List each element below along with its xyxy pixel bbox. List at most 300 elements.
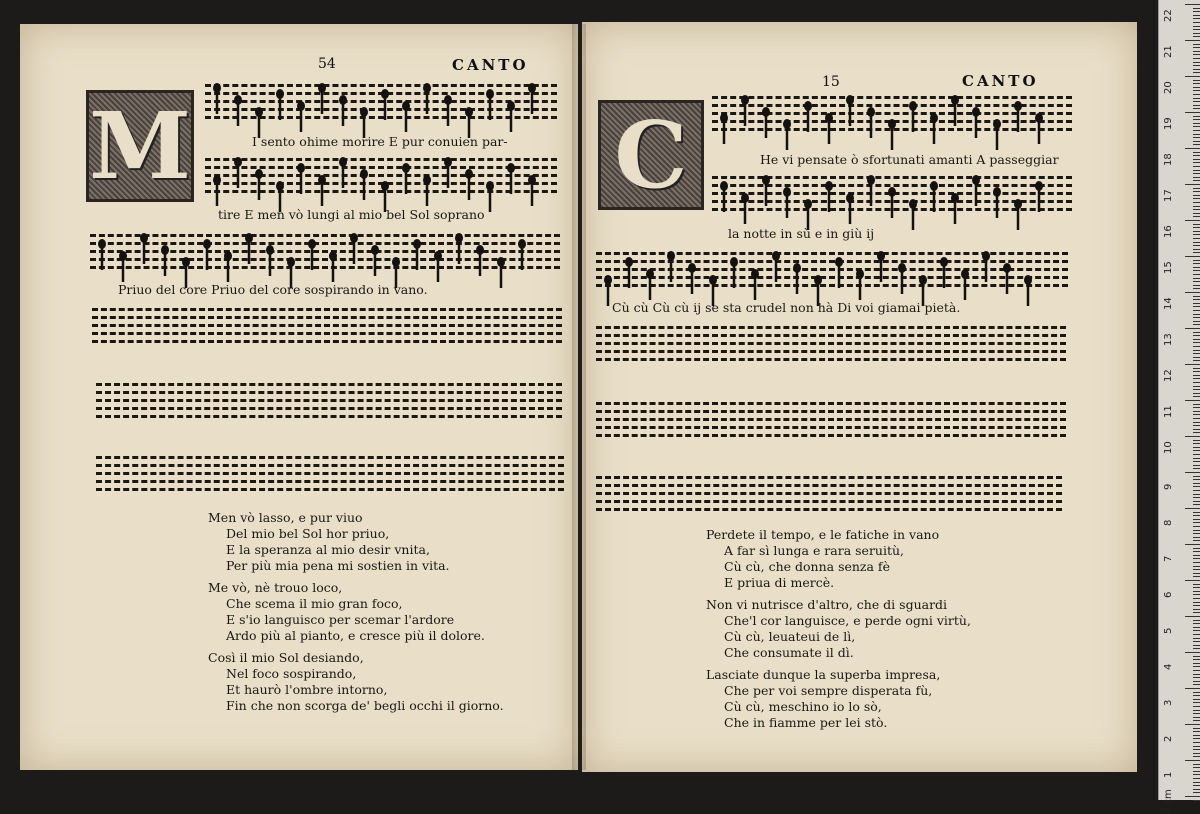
ruler-label: 19 [1163, 117, 1174, 130]
ruler-tick [1185, 256, 1200, 257]
staff-notes [205, 70, 557, 140]
ruler-tick [1193, 656, 1200, 657]
note-head [287, 257, 295, 267]
music-staff [205, 158, 557, 196]
note-head [1035, 113, 1043, 123]
ruler-tick [1193, 569, 1200, 570]
note-head [413, 239, 421, 249]
note-head [234, 95, 242, 105]
ruler-tick [1193, 432, 1200, 433]
note-head [360, 169, 368, 179]
ruler-tick [1185, 292, 1200, 293]
note-head [804, 101, 812, 111]
note-head [276, 89, 284, 99]
ruler-tick [1193, 530, 1200, 531]
ruler-tick [1193, 29, 1200, 30]
ruler-tick [1193, 332, 1200, 333]
note-head [825, 181, 833, 191]
verse-line: E s'io languisco per scemar l'ardore [226, 612, 455, 627]
ruler-tick [1193, 310, 1200, 311]
ruler-tick [1193, 782, 1200, 783]
note-head [730, 257, 738, 267]
music-staff [712, 96, 1072, 134]
lyric-line: Cù cù Cù cù ij se sta crudel non hà Di voi giamai pietà. [612, 300, 961, 315]
ruler-tick [1193, 47, 1200, 48]
ruler-tick [1193, 425, 1200, 426]
note-head [497, 257, 505, 267]
note-head [930, 181, 938, 191]
note-head [276, 181, 284, 191]
ruler-tick [1193, 519, 1200, 520]
ruler-tick [1193, 767, 1200, 768]
note-head [318, 175, 326, 185]
ruler-tick [1193, 216, 1200, 217]
staff-notes [712, 82, 1072, 152]
verse-line: A far sì lunga e rara seruitù, [724, 543, 905, 558]
note-head [961, 269, 969, 279]
note-head [877, 251, 885, 261]
decorated-initial-c [598, 100, 704, 210]
note-head [224, 251, 232, 261]
ruler-tick [1193, 454, 1200, 455]
ruler-tick [1193, 440, 1200, 441]
note-head [98, 239, 106, 249]
ruler-tick [1193, 411, 1200, 412]
verse-line: Che per voi sempre disperata fù, [724, 683, 933, 698]
ruler-tick [1185, 688, 1200, 689]
note-head [751, 269, 759, 279]
ruler-tick [1193, 51, 1200, 52]
note-head [234, 157, 242, 167]
ruler-tick [1193, 242, 1200, 243]
ruler-tick [1193, 285, 1200, 286]
note-head [867, 175, 875, 185]
note-head [402, 101, 410, 111]
ruler-tick [1185, 472, 1200, 473]
ruler-tick [1193, 674, 1200, 675]
ruler-tick [1193, 731, 1200, 732]
note-head [486, 181, 494, 191]
ruler-tick [1193, 231, 1200, 232]
note-head [720, 181, 728, 191]
note-head [625, 257, 633, 267]
ruler-tick [1185, 580, 1200, 581]
ruler-tick [1193, 620, 1200, 621]
note-head [982, 251, 990, 261]
ruler-tick [1193, 180, 1200, 181]
note-head [371, 245, 379, 255]
ruler-tick [1193, 94, 1200, 95]
ruler-label: 21 [1163, 45, 1174, 58]
ruler-tick [1193, 105, 1200, 106]
lyric-line: Priuo del core Priuo del core sospirando in vano. [118, 282, 428, 297]
ruler-tick [1185, 724, 1200, 725]
initial-letter: M [89, 92, 191, 200]
ruler-tick [1193, 789, 1200, 790]
ruler-tick [1193, 533, 1200, 534]
ruler-tick [1193, 8, 1200, 9]
ruler-tick [1185, 40, 1200, 41]
ruler-tick [1193, 404, 1200, 405]
ruler-tick [1193, 594, 1200, 595]
ruler-tick [1193, 486, 1200, 487]
ruler-tick [1193, 144, 1200, 145]
ruler-tick [1193, 188, 1200, 189]
note-head [507, 163, 515, 173]
ruler-tick [1193, 22, 1200, 23]
ruler-tick [1193, 566, 1200, 567]
ruler-tick [1193, 69, 1200, 70]
note-head [783, 119, 791, 129]
staff-notes [596, 238, 1068, 308]
note-head [465, 107, 473, 117]
ruler-tick [1193, 36, 1200, 37]
ruler-tick [1193, 720, 1200, 721]
ruler-tick [1193, 584, 1200, 585]
ruler-tick [1193, 587, 1200, 588]
ruler-tick [1193, 238, 1200, 239]
ruler-label: 5 [1163, 627, 1174, 634]
ruler-tick [1193, 159, 1200, 160]
note-head [846, 193, 854, 203]
note-head [993, 119, 1001, 129]
ruler-tick [1185, 4, 1200, 5]
lyric-line: la notte in sù e in giù ij [728, 226, 875, 241]
verse-line: Perdete il tempo, e le fatiche in vano [706, 527, 940, 542]
note-head [444, 157, 452, 167]
note-head [898, 263, 906, 273]
ruler-tick [1185, 796, 1200, 797]
note-head [1035, 181, 1043, 191]
note-head [972, 107, 980, 117]
verse-line: Me vò, nè trouo loco, [208, 580, 343, 595]
ruler-tick [1193, 360, 1200, 361]
left-page-header: CANTO [452, 56, 529, 74]
note-head [951, 95, 959, 105]
stanza [208, 580, 504, 644]
ruler-tick [1193, 141, 1200, 142]
ruler-tick [1193, 735, 1200, 736]
ruler-label: 20 [1163, 81, 1174, 94]
ruler-tick [1193, 695, 1200, 696]
verse-line: Et haurò l'ombre intorno, [226, 682, 388, 697]
verse-line: E priua di mercè. [724, 575, 835, 590]
ruler-tick [1193, 83, 1200, 84]
note-head [339, 157, 347, 167]
staff-notes [90, 220, 560, 290]
verse-line: Men vò lasso, e pur viuo [208, 510, 363, 525]
ruler-tick [1193, 130, 1200, 131]
right-page-header: CANTO [962, 72, 1039, 90]
ruler-label: 17 [1163, 189, 1174, 202]
ruler-tick [1185, 76, 1200, 77]
ruler-tick [1193, 270, 1200, 271]
note-head [213, 83, 221, 93]
note-head [161, 245, 169, 255]
ruler-tick [1193, 368, 1200, 369]
ruler-tick [1193, 245, 1200, 246]
ruler-tick [1193, 18, 1200, 19]
note-head [245, 233, 253, 243]
ruler-label: 16 [1163, 225, 1174, 238]
note-head [825, 113, 833, 123]
ruler-tick [1193, 598, 1200, 599]
note-head [329, 251, 337, 261]
ruler-tick [1193, 713, 1200, 714]
verse-line: Ardo più al pianto, e cresce più il dolore. [226, 628, 485, 643]
ruler-label: 6 [1163, 591, 1174, 598]
note-head [486, 89, 494, 99]
ruler-tick [1193, 756, 1200, 757]
empty-staff [596, 476, 1062, 514]
ruler-tick [1193, 252, 1200, 253]
ruler-tick [1193, 357, 1200, 358]
ruler-tick [1193, 108, 1200, 109]
ruler-tick [1193, 746, 1200, 747]
note-head [1014, 101, 1022, 111]
ruler-tick [1185, 544, 1200, 545]
note-head [688, 263, 696, 273]
note-head [888, 187, 896, 197]
ruler-tick [1193, 346, 1200, 347]
ruler-tick [1193, 418, 1200, 419]
ruler-label: 13 [1163, 333, 1174, 346]
note-head [203, 239, 211, 249]
ruler-tick [1193, 58, 1200, 59]
note-head [255, 107, 263, 117]
note-head [888, 119, 896, 129]
ruler-tick [1193, 274, 1200, 275]
ruler-label: 14 [1163, 297, 1174, 310]
note-head [297, 163, 305, 173]
ruler-tick [1193, 72, 1200, 73]
note-head [465, 169, 473, 179]
ruler-tick [1193, 306, 1200, 307]
ruler-tick [1193, 468, 1200, 469]
ruler-tick [1193, 15, 1200, 16]
ruler-tick [1193, 87, 1200, 88]
ruler-tick [1193, 195, 1200, 196]
ruler-tick [1193, 490, 1200, 491]
ruler-tick [1193, 206, 1200, 207]
staff-notes [205, 144, 557, 214]
ruler-tick [1193, 152, 1200, 153]
ruler-tick [1193, 137, 1200, 138]
verse-line: Del mio bel Sol hor priuo, [226, 526, 390, 541]
verse-line: Cù cù, che donna senza fè [724, 559, 890, 574]
ruler-tick [1193, 684, 1200, 685]
ruler-tick [1193, 634, 1200, 635]
ruler-tick [1185, 112, 1200, 113]
ruler-label: 10 [1163, 441, 1174, 454]
ruler-tick [1193, 526, 1200, 527]
ruler-label: 7 [1163, 555, 1174, 562]
ruler-tick [1193, 414, 1200, 415]
ruler-tick [1193, 54, 1200, 55]
note-head [783, 187, 791, 197]
empty-staff [96, 383, 562, 421]
ruler-tick [1193, 296, 1200, 297]
note-head [919, 275, 927, 285]
note-head [930, 113, 938, 123]
ruler-tick [1193, 396, 1200, 397]
music-staff [596, 252, 1068, 290]
note-head [381, 89, 389, 99]
ruler-tick [1193, 728, 1200, 729]
ruler-tick [1193, 62, 1200, 63]
ruler-tick [1193, 512, 1200, 513]
ruler-tick [1193, 98, 1200, 99]
ruler-tick [1193, 663, 1200, 664]
verse-line: Lasciate dunque la superba impresa, [706, 667, 941, 682]
note-head [814, 275, 822, 285]
ruler-tick [1193, 522, 1200, 523]
ruler-tick [1193, 602, 1200, 603]
ruler-tick [1193, 202, 1200, 203]
ruler-tick [1193, 281, 1200, 282]
note-head [360, 107, 368, 117]
ruler-tick [1193, 209, 1200, 210]
ruler-tick [1193, 677, 1200, 678]
ruler-tick [1193, 260, 1200, 261]
ruler-tick [1193, 562, 1200, 563]
ruler-tick [1193, 465, 1200, 466]
ruler-tick [1193, 213, 1200, 214]
stanza [706, 527, 971, 591]
ruler-label: 2 [1163, 735, 1174, 742]
ruler-tick [1185, 328, 1200, 329]
note-head [867, 107, 875, 117]
note-head [476, 245, 484, 255]
ruler-tick [1193, 382, 1200, 383]
ruler-tick [1193, 497, 1200, 498]
ruler-tick [1193, 443, 1200, 444]
ruler-tick [1193, 429, 1200, 430]
music-staff [90, 234, 560, 272]
ruler-tick [1193, 267, 1200, 268]
note-head [909, 101, 917, 111]
note-head [951, 193, 959, 203]
ruler-tick [1193, 324, 1200, 325]
ruler-tick [1193, 515, 1200, 516]
ruler-tick [1193, 407, 1200, 408]
staff-notes [712, 162, 1072, 232]
ruler-tick [1193, 551, 1200, 552]
verse-line: Fin che non scorga de' begli occhi il giorno. [226, 698, 504, 713]
note-head [762, 175, 770, 185]
ruler-tick [1193, 224, 1200, 225]
note-head [402, 163, 410, 173]
note-head [318, 83, 326, 93]
ruler-tick [1193, 605, 1200, 606]
ruler-tick [1193, 706, 1200, 707]
ruler-tick [1193, 227, 1200, 228]
ruler-label: 3 [1163, 699, 1174, 706]
ruler-tick [1185, 364, 1200, 365]
empty-staff [96, 456, 564, 494]
ruler-tick [1193, 681, 1200, 682]
ruler-tick [1193, 659, 1200, 660]
note-head [392, 257, 400, 267]
verse-line: Cù cù, leuateui de lì, [724, 629, 856, 644]
ruler-tick [1193, 645, 1200, 646]
ruler-tick [1193, 494, 1200, 495]
ruler-tick [1193, 170, 1200, 171]
ruler-tick [1193, 33, 1200, 34]
measuring-ruler [1158, 0, 1200, 814]
note-head [741, 95, 749, 105]
ruler-tick [1193, 450, 1200, 451]
ruler-tick [1193, 191, 1200, 192]
note-head [444, 95, 452, 105]
note-head [350, 233, 358, 243]
ruler-tick [1193, 26, 1200, 27]
ruler-tick [1193, 692, 1200, 693]
ruler-label: 22 [1163, 9, 1174, 22]
ruler-label: 9 [1163, 483, 1174, 490]
ruler-tick [1193, 623, 1200, 624]
note-head [1014, 199, 1022, 209]
ruler-tick [1193, 749, 1200, 750]
lyric-line: I sento ohime morire E pur conuien par- [252, 134, 508, 149]
ruler-tick [1193, 476, 1200, 477]
ruler-tick [1193, 738, 1200, 739]
verse-line: E la speranza al mio desir vnita, [226, 542, 430, 557]
note-head [1024, 275, 1032, 285]
ruler-tick [1193, 627, 1200, 628]
verse-line: Non vi nutrisce d'altro, che di sguardi [706, 597, 948, 612]
ruler-tick [1193, 504, 1200, 505]
music-staff [205, 84, 557, 122]
ruler-tick [1193, 717, 1200, 718]
note-head [119, 251, 127, 261]
verse-line: Per più mia pena mi sostien in vita. [226, 558, 450, 573]
note-head [423, 83, 431, 93]
ruler-tick [1193, 278, 1200, 279]
note-head [213, 175, 221, 185]
note-head [528, 175, 536, 185]
note-head [762, 107, 770, 117]
ruler-tick [1193, 641, 1200, 642]
ruler-tick [1193, 774, 1200, 775]
ruler-tick [1193, 378, 1200, 379]
ruler-label: 18 [1163, 153, 1174, 166]
empty-staff [92, 308, 562, 346]
stanza [208, 650, 504, 714]
ruler-tick [1193, 764, 1200, 765]
empty-staff [596, 326, 1066, 364]
note-head [741, 193, 749, 203]
ruler-tick [1193, 702, 1200, 703]
ruler-tick [1185, 148, 1200, 149]
ruler-tick [1193, 126, 1200, 127]
note-head [972, 175, 980, 185]
note-head [1003, 263, 1011, 273]
ruler-tick [1193, 670, 1200, 671]
ruler-tick [1193, 288, 1200, 289]
note-head [423, 175, 431, 185]
ruler-tick [1193, 483, 1200, 484]
ruler-tick [1193, 609, 1200, 610]
lyric-line: tire E men vò lungi al mio bel Sol soprano [218, 207, 485, 222]
ruler-tick [1193, 342, 1200, 343]
decorated-initial-m [86, 90, 194, 202]
ruler-tick [1193, 537, 1200, 538]
ruler-tick [1193, 447, 1200, 448]
poem-verses-right [706, 527, 971, 737]
ruler-tick [1193, 792, 1200, 793]
note-head [455, 233, 463, 243]
